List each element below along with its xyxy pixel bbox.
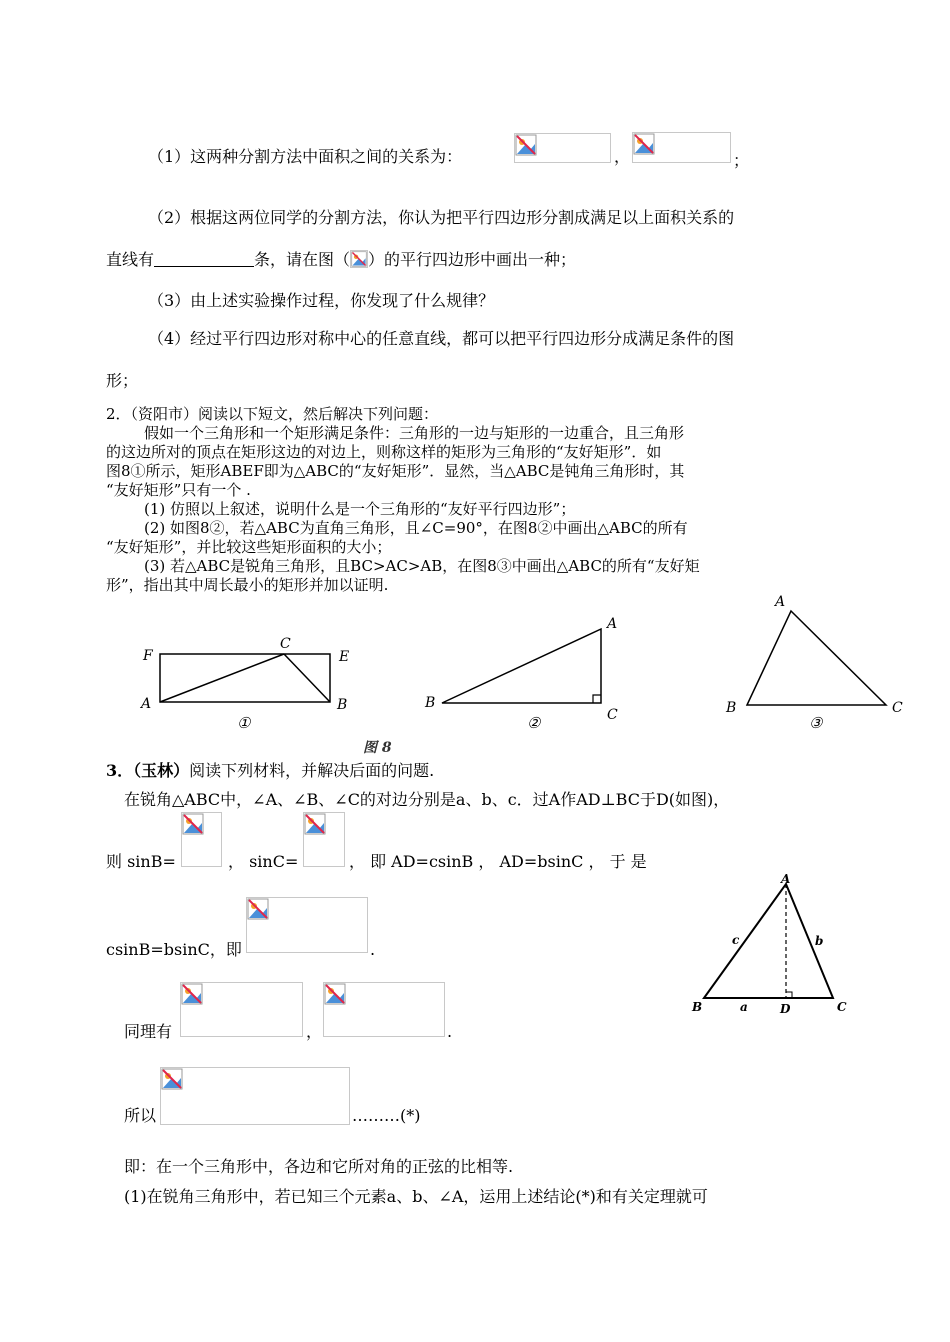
broken-image-icon [161, 1068, 183, 1090]
figure-number: ② [527, 714, 541, 732]
problem-2-line: 图8①所示，矩形ABEF即为△ABC的“友好矩形”．显然，当△ABC是钝角三角形时，其 [106, 462, 685, 480]
broken-image-icon [515, 134, 537, 156]
problem-3-subquestion-1: (1)在锐角三角形中，若已知三个元素a、b、∠A，运用上述结论(*)和有关定理就可 [124, 1187, 708, 1206]
triangle-abc [704, 884, 833, 998]
label-b: B [337, 697, 348, 713]
formula-image-ratio-3 [323, 982, 445, 1037]
label-f: F [143, 648, 153, 664]
question-4-line-1: （4）经过平行四边形对称中心的任意直线，都可以把平行四边形分成满足条件的图 [148, 329, 735, 348]
question-3: （3）由上述实验操作过程，你发现了什么规律？ [148, 291, 495, 310]
label-b: B [692, 1000, 703, 1014]
question-1-text: （1）这两种分割方法中面积之间的关系为： [148, 147, 463, 166]
right-angle-mark [593, 695, 601, 703]
period: . [447, 1022, 453, 1041]
figure-8-3 [725, 594, 903, 732]
label-c: C [280, 636, 291, 652]
side-c-label: c [732, 933, 740, 947]
side-b-label: b [815, 934, 824, 948]
formula-image-ratio-1 [246, 897, 368, 953]
problem-3-title: 阅读下列材料，并解决后面的问题. [189, 761, 435, 780]
label-a: A [775, 594, 786, 610]
broken-image-icon [633, 133, 655, 155]
question-4-line-2: 形； [106, 371, 139, 390]
problem-3-conclusion: 即：在一个三角形中，各边和它所对角的正弦的比相等. [124, 1157, 514, 1176]
label-a: A [607, 616, 618, 632]
problem-2-line: 形”，指出其中周长最小的矩形并加以证明. [106, 576, 389, 594]
formula-image-ratio-2 [180, 982, 303, 1037]
label-c: C [892, 700, 903, 716]
figure-number: ③ [809, 714, 823, 732]
acute-triangle-abc [747, 611, 886, 705]
rectangle-abef [160, 654, 330, 702]
problem-3-heading [106, 761, 434, 781]
broken-image-icon [304, 813, 326, 835]
segment-ac [160, 654, 284, 702]
question-2-line-1: （2）根据这两位同学的分割方法，你认为把平行四边形分割成满足以上面积关系的 [148, 208, 735, 227]
problem-2-line: 假如一个三角形和一个矩形满足条件：三角形的一边与矩形的一边重合，且三角形 [144, 424, 685, 442]
broken-image-icon [247, 898, 269, 920]
formula-image-2 [632, 132, 731, 163]
label-b: B [425, 695, 436, 711]
similarly-label: 同理有 [124, 1022, 173, 1041]
sinc-label: ， sinC= [228, 852, 299, 871]
label-b: B [726, 700, 737, 716]
broken-image-icon [181, 983, 203, 1005]
semicolon: ； [733, 151, 750, 170]
problem-3-number: 3．（玉林） [106, 761, 190, 780]
problem-3-line-3: csinB=bsinC，即 [106, 940, 242, 959]
problem-2-heading: 2．（资阳市）阅读以下短文，然后解决下列问题： [106, 405, 439, 423]
separator-comma: ， [306, 1022, 323, 1041]
formula-image-sinb [181, 812, 222, 867]
problem-2-line: (2) 如图8②，若△ABC为直角三角形，且∠C=90°，在图8②中画出△ABC的所有 [144, 519, 688, 537]
sinb-label: 则 sinB= [106, 852, 176, 871]
figure-ref-image [350, 250, 368, 268]
figure-8-1 [139, 636, 349, 732]
figure-8-2 [424, 616, 618, 732]
problem-2-line: “友好矩形”只有一个 . [106, 481, 251, 499]
label-e: E [339, 649, 350, 665]
broken-image-icon [182, 813, 204, 835]
question-1 [148, 147, 462, 167]
separator-comma: ， [614, 147, 631, 166]
right-triangle-abc [442, 629, 601, 703]
problem-2-line: “友好矩形”，并比较这些矩形面积的大小； [106, 538, 392, 556]
label-a: A [141, 696, 152, 712]
label-c: C [607, 707, 618, 723]
label-a: A [781, 872, 791, 886]
equation-marker: ………(*) [352, 1106, 421, 1125]
segment-cb [284, 654, 330, 702]
answer-blank[interactable] [154, 250, 254, 267]
broken-image-icon [324, 983, 346, 1005]
side-a-label: a [740, 1000, 748, 1014]
problem-2-line: 的这边所对的顶点在矩形这边的对边上，则称这样的矩形为三角形的“友好矩形”．如 [106, 443, 662, 461]
question-2-prefix: 直线有 [106, 250, 155, 269]
question-2-middle: 条，请在图（ [254, 250, 351, 269]
figure-8 [130, 590, 920, 760]
therefore-label: 所以 [124, 1106, 157, 1125]
label-d: D [780, 1002, 791, 1016]
period: . [370, 940, 376, 959]
question-2-line-2 [106, 250, 576, 270]
problem-2-line: (1) 仿照以上叙述，说明什么是一个三角形的“友好平行四边形”； [144, 500, 576, 518]
figure-number: ① [237, 714, 251, 732]
formula-image-sinc [303, 812, 345, 867]
question-2-suffix: ）的平行四边形中画出一种； [368, 250, 577, 269]
broken-image-icon [351, 251, 367, 267]
problem-2-line: (3) 若△ABC是锐角三角形，且BC>AC>AB，在图8③中画出△ABC的所有“友好矩 [144, 557, 700, 575]
label-c: C [837, 1000, 847, 1014]
problem-3-line-2-rest: ， 即 AD=csinB ， AD=bsinC ， 于 是 [349, 852, 647, 871]
formula-image-law-of-sines [160, 1067, 350, 1125]
problem-3-line-1: 在锐角△ABC中，∠A、∠B、∠C的对边分别是a、b、c．过A作AD⊥BC于D(如图)， [124, 790, 730, 809]
formula-image-1 [514, 133, 611, 163]
triangle-figure [685, 870, 855, 1020]
figure-caption: 图 8 [363, 740, 392, 756]
